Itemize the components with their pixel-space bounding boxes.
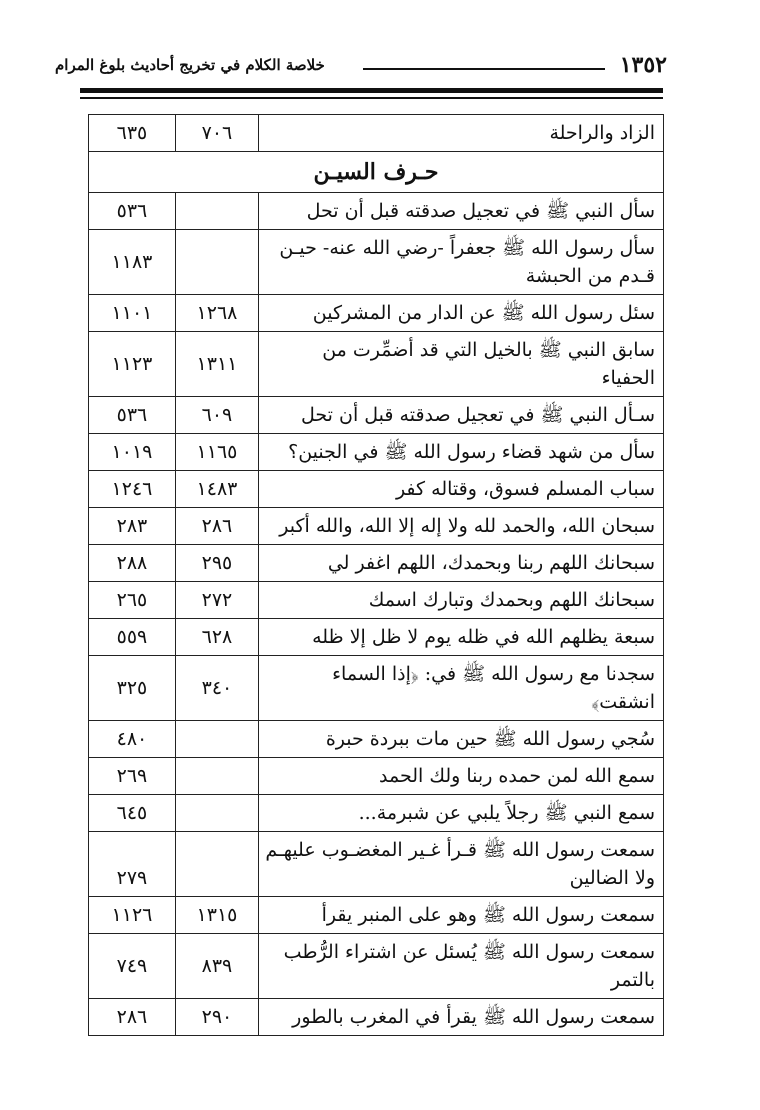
page-ref: ٦٤٥ bbox=[89, 795, 176, 832]
page-ref: ٧٤٩ bbox=[89, 934, 176, 999]
hadith-text: سبحانك اللهم ربنا وبحمدك، اللهم اغفر لي bbox=[258, 545, 663, 582]
page-ref: ١١٢٦ bbox=[89, 897, 176, 934]
table-row bbox=[89, 999, 664, 1036]
table-row bbox=[89, 897, 664, 934]
table-row bbox=[89, 582, 664, 619]
page-ref: ٢٨٨ bbox=[89, 545, 176, 582]
book-title: خلاصة الكلام في تخريج أحاديث بلوغ المرام bbox=[55, 56, 325, 74]
header-rule-thin bbox=[80, 97, 663, 99]
hadith-number bbox=[175, 193, 258, 230]
hadith-number: ٨٣٩ bbox=[175, 934, 258, 999]
table-row bbox=[89, 832, 664, 897]
hadith-number bbox=[175, 795, 258, 832]
page-header bbox=[55, 52, 667, 82]
table-row bbox=[89, 295, 664, 332]
hadith-number: ٢٩٥ bbox=[175, 545, 258, 582]
hadith-number: ١٢٦٨ bbox=[175, 295, 258, 332]
table-row bbox=[89, 721, 664, 758]
page-ref: ٢٦٥ bbox=[89, 582, 176, 619]
page-ref: ١٠١٩ bbox=[89, 434, 176, 471]
page-ref: ٥٣٦ bbox=[89, 397, 176, 434]
table-row bbox=[89, 434, 664, 471]
table-row bbox=[89, 795, 664, 832]
hadith-text: سبحان الله، والحمد لله ولا إله إلا الله، والله أكبر bbox=[258, 508, 663, 545]
hadith-text: سمع النبي ﷺ رجلاً يلبي عن شبرمة... bbox=[258, 795, 663, 832]
table-row bbox=[89, 471, 664, 508]
hadith-text: سأل النبي ﷺ في تعجيل صدقته قبل أن تحل bbox=[258, 193, 663, 230]
hadith-text: سمع الله لمن حمده ربنا ولك الحمد bbox=[258, 758, 663, 795]
hadith-number bbox=[175, 832, 258, 897]
hadith-text: سباب المسلم فسوق، وقتاله كفر bbox=[258, 471, 663, 508]
hadith-number bbox=[175, 230, 258, 295]
page-ref: ١١٢٣ bbox=[89, 332, 176, 397]
table-row bbox=[89, 758, 664, 795]
page-ref: ٦٣٥ bbox=[89, 115, 176, 152]
table-row bbox=[89, 193, 664, 230]
hadith-number: ١٣١٥ bbox=[175, 897, 258, 934]
hadith-text: سمعت رسول الله ﷺ يقرأ في المغرب بالطور bbox=[258, 999, 663, 1036]
header-rule-thick bbox=[80, 88, 663, 93]
page-ref: ٢٨٣ bbox=[89, 508, 176, 545]
hadith-number: ٢٧٢ bbox=[175, 582, 258, 619]
hadith-text: سئل رسول الله ﷺ عن الدار من المشركين bbox=[258, 295, 663, 332]
table-row bbox=[89, 656, 664, 721]
hadith-number bbox=[175, 721, 258, 758]
hadith-text: سبعة يظلهم الله في ظله يوم لا ظل إلا ظله bbox=[258, 619, 663, 656]
hadith-text: سُجي رسول الله ﷺ حين مات ببردة حبرة bbox=[258, 721, 663, 758]
hadith-number: ٦٢٨ bbox=[175, 619, 258, 656]
hadith-text: سجدنا مع رسول الله ﷺ في: ﴿إذا السماء انشقت﴾ bbox=[258, 656, 663, 721]
table-row bbox=[89, 545, 664, 582]
hadith-text: سمعت رسول الله ﷺ يُسئل عن اشتراء الرُّطب بالتمر bbox=[258, 934, 663, 999]
page-ref: ٤٨٠ bbox=[89, 721, 176, 758]
hadith-number: ١٤٨٣ bbox=[175, 471, 258, 508]
page-ref: ٥٥٩ bbox=[89, 619, 176, 656]
page-ref: ٢٦٩ bbox=[89, 758, 176, 795]
page-ref: ٣٢٥ bbox=[89, 656, 176, 721]
page-ref: ٥٣٦ bbox=[89, 193, 176, 230]
page-ref: ١٢٤٦ bbox=[89, 471, 176, 508]
table-row bbox=[89, 397, 664, 434]
hadith-text: الزاد والراحلة bbox=[258, 115, 663, 152]
hadith-text: سابق النبي ﷺ بالخيل التي قد أضمِّرت من الحفياء bbox=[258, 332, 663, 397]
table-row bbox=[89, 619, 664, 656]
hadith-number: ٢٨٦ bbox=[175, 508, 258, 545]
section-header-row bbox=[89, 152, 664, 193]
page-ref: ٢٧٩ bbox=[89, 832, 176, 897]
hadith-number: ٢٩٠ bbox=[175, 999, 258, 1036]
hadith-number bbox=[175, 758, 258, 795]
page-ref: ١١٠١ bbox=[89, 295, 176, 332]
hadith-number: ٦٠٩ bbox=[175, 397, 258, 434]
hadith-number: ٣٤٠ bbox=[175, 656, 258, 721]
hadith-text: سمعت رسول الله ﷺ قـرأ غـير المغضـوب عليهـم ولا الضالين bbox=[258, 832, 663, 897]
hadith-text: سبحانك اللهم وبحمدك وتبارك اسمك bbox=[258, 582, 663, 619]
hadith-text: سـأل النبي ﷺ في تعجيل صدقته قبل أن تحل bbox=[258, 397, 663, 434]
page-ref: ٢٨٦ bbox=[89, 999, 176, 1036]
hadith-text: سمعت رسول الله ﷺ وهو على المنبر يقرأ bbox=[258, 897, 663, 934]
hadith-number: ١١٦٥ bbox=[175, 434, 258, 471]
hadith-text: سأل من شهد قضاء رسول الله ﷺ في الجنين؟ bbox=[258, 434, 663, 471]
index-table bbox=[88, 114, 664, 1036]
table-row bbox=[89, 115, 664, 152]
table-row bbox=[89, 934, 664, 999]
section-header: حـرف السيـن bbox=[89, 152, 664, 193]
hadith-number: ١٣١١ bbox=[175, 332, 258, 397]
hadith-text: سأل رسول الله ﷺ جعفراً -رضي الله عنه- حيـن قـدم من الحبشة bbox=[258, 230, 663, 295]
hadith-number: ٧٠٦ bbox=[175, 115, 258, 152]
header-dash-line bbox=[363, 68, 605, 70]
page-ref: ١١٨٣ bbox=[89, 230, 176, 295]
page-number: ١٣٥٢ bbox=[619, 52, 667, 78]
table-row bbox=[89, 508, 664, 545]
table-row bbox=[89, 230, 664, 295]
table-row bbox=[89, 332, 664, 397]
